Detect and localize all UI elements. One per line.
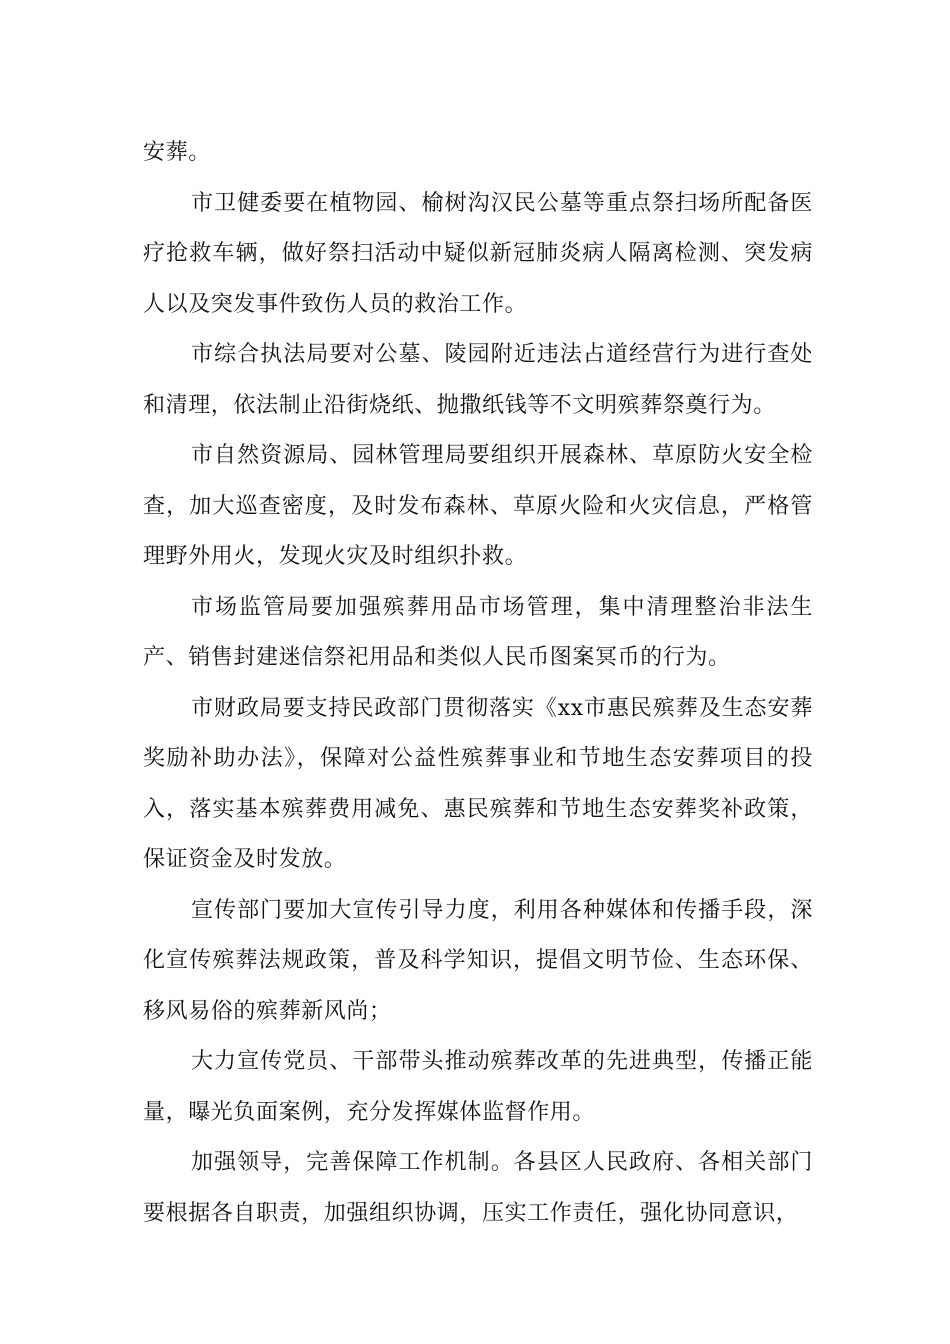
paragraph: 宣传部门要加大宣传引导力度，利用各种媒体和传播手段，深化宣传殡葬法规政策，普及科学知识，提倡文明节俭、生态环保、移风易俗的殡葬新风尚； (143, 897, 813, 1024)
paragraph: 大力宣传党员、干部带头推动殡葬改革的先进典型，传播正能量，曝光负面案例，充分发挥媒体监督作用。 (143, 1049, 813, 1125)
document-body (143, 128, 813, 1239)
paragraph: 安葬。 (143, 140, 211, 165)
paragraph: 市卫健委要在植物园、榆树沟汉民公墓等重点祭扫场所配备医疗抢救车辆，做好祭扫活动中疑似新冠肺炎病人隔离检测、突发病人以及突发事件致伤人员的救治工作。 (143, 190, 813, 317)
paragraph: 市场监管局要加强殡葬用品市场管理，集中清理整治非法生产、销售封建迷信祭祀用品和类似人民币图案冥币的行为。 (143, 594, 813, 670)
paragraph: 市财政局要支持民政部门贯彻落实《xx市惠民殡葬及生态安葬奖励补助办法》，保障对公益性殡葬事业和节地生态安葬项目的投入，落实基本殡葬费用减免、惠民殡葬和节地生态安葬奖补政策，保证资金及时发放。 (143, 695, 813, 872)
paragraph: 市综合执法局要对公墓、陵园附近违法占道经营行为进行查处和清理，依法制止沿街烧纸、抛撒纸钱等不文明殡葬祭奠行为。 (143, 342, 813, 418)
paragraph: 市自然资源局、园林管理局要组织开展森林、草原防火安全检查，加大巡查密度，及时发布森林、草原火险和火灾信息，严格管理野外用火，发现火灾及时组织扑救。 (143, 443, 813, 569)
paragraph: 加强领导，完善保障工作机制。各县区人民政府、各相关部门要根据各自职责，加强组织协调，压实工作责任，强化协同意识， (143, 1150, 813, 1226)
